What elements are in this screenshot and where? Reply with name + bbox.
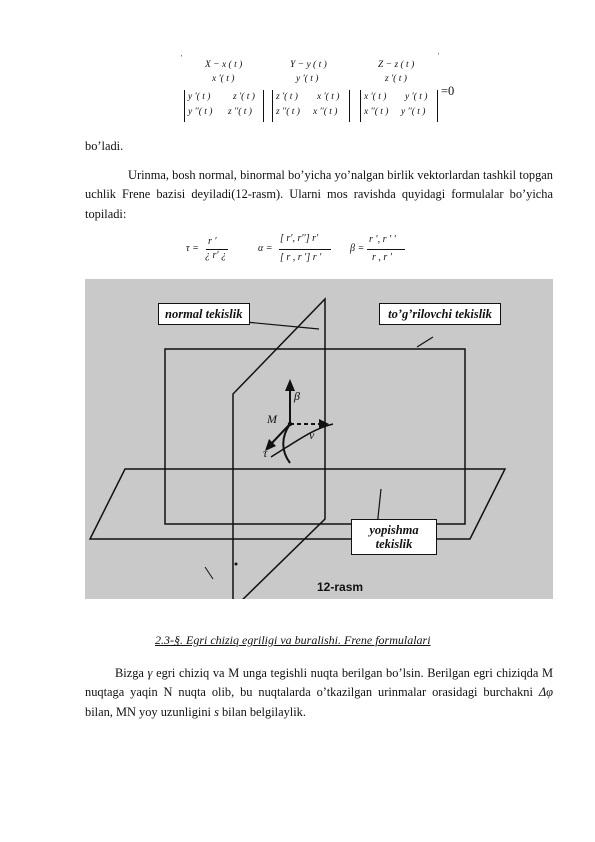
determinant-3: x ′( t ) y ′( t ) x ′′( t ) y ′′( t )	[360, 90, 438, 122]
formula-x-term: X − x ( t )	[205, 60, 243, 70]
rectifying-plane	[165, 349, 465, 524]
normal-plane	[233, 299, 325, 599]
tau-denominator: ¿ r′ ¿	[205, 250, 227, 261]
determinant-2: z ′( t ) x ′( t ) z ′′( t ) x ′′( t )	[272, 90, 350, 122]
formula-y-prime: y ′( t )	[296, 74, 319, 84]
beta-lhs: β =	[350, 243, 365, 254]
tau-numerator: r ′	[208, 236, 217, 247]
label-tau: τ	[263, 446, 268, 460]
label-yopishma-plane: yopishma tekislik	[351, 519, 437, 555]
determinant-1: y ′( t ) z ′( t ) y ′′( t ) z ′′( t )	[184, 90, 264, 122]
point-m	[288, 422, 292, 426]
label-nu: ν	[309, 428, 315, 442]
curve	[271, 424, 333, 457]
figure-diagram	[85, 279, 553, 599]
beta-denominator: r , r ′	[372, 252, 392, 263]
formula-x-prime: x ′( t )	[212, 74, 235, 84]
figure-caption: 12-rasm	[317, 580, 364, 594]
tick-mark-left: ˈ	[180, 54, 184, 65]
alpha-numerator: [ r′, r′′] r′	[280, 233, 319, 244]
gamma-symbol: γ	[147, 666, 153, 680]
label-beta: β	[294, 389, 300, 403]
alpha-lhs: α =	[258, 243, 273, 254]
paragraph-frene-basis: Urinma, bosh normal, binormal bo’yicha yo’nalgan birlik vektorlardan tashkil topgan uchlik Frene bazisi deyiladi(12-rasm). Ularni mos ravishda quyidagi formulalar bo’yicha topiladi:	[85, 168, 553, 221]
label-normal-plane: normal tekislik	[158, 303, 250, 325]
alpha-denominator: [ r , r ′] r ′	[280, 252, 322, 263]
osculating-plane	[90, 469, 505, 539]
formula-z-term: Z − z ( t )	[378, 60, 415, 70]
label-osculating-plane: to’g’rilovchi tekislik	[379, 303, 501, 325]
tick-mark-right: ˈ	[437, 52, 441, 63]
section-title: 2.3-§. Egri chiziq egriligi va buralishi. Frene formulalari	[155, 633, 431, 647]
stray-mark	[205, 567, 213, 579]
label-m: M	[267, 412, 277, 426]
delta-phi-symbol: Δφ	[538, 685, 553, 700]
paragraph-curvature: Bizga γ egri chiziq va M unga tegishli nuqta berilgan bo’lsin. Berilgan egri chiziqda M nuqtaga yaqin N nuqta olib, bu nuqtalarda o’tkazilgan urinmalar orasidagi burchakni Δφ bilan, MN yoy uzunligini s bilan belgilaylik.	[85, 666, 554, 719]
tau-vector	[271, 424, 290, 444]
formula-y-term: Y − y ( t )	[290, 60, 327, 70]
beta-numerator: r ′, r ′ ′	[369, 234, 396, 245]
figure-12	[85, 279, 553, 599]
osculating-label-pointer	[417, 337, 433, 347]
s-symbol: s	[214, 704, 219, 719]
text-boladi: bo’ladi.	[85, 139, 124, 153]
formula-equals-zero: =0	[441, 84, 455, 98]
tau-lhs: τ =	[186, 243, 199, 254]
formula-z-prime: z ′( t )	[385, 74, 407, 84]
